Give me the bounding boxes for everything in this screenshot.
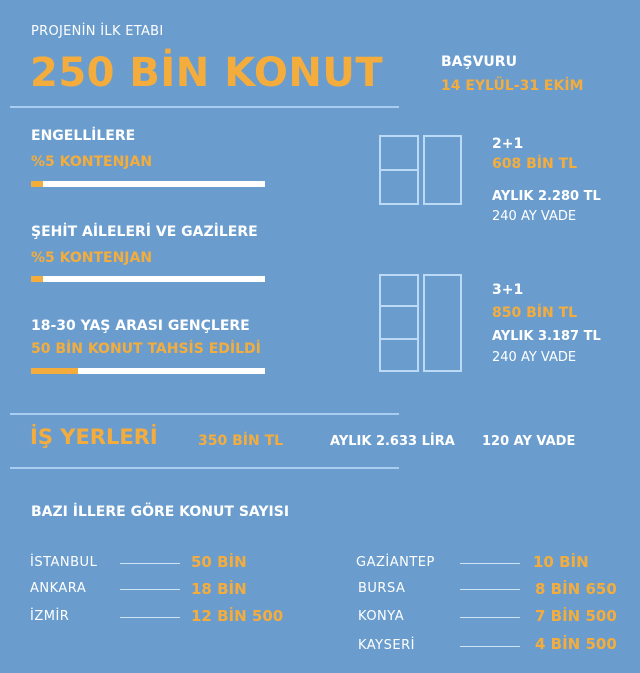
- application-dates: 14 EYLÜL-31 EKİM: [441, 78, 584, 94]
- city-name: BURSA: [358, 581, 406, 596]
- plan-price: 608 BİN TL: [492, 156, 578, 172]
- business-term: 120 AY VADE: [482, 434, 576, 449]
- quota-subtitle: 50 BİN KONUT TAHSİS EDİLDİ: [31, 341, 261, 357]
- divider-business-bottom: [10, 467, 399, 469]
- city-name: ANKARA: [30, 581, 87, 596]
- plan-type: 3+1: [492, 282, 524, 298]
- application-label: BAŞVURU: [441, 54, 517, 70]
- divider-top: [10, 106, 399, 108]
- business-monthly-payment: AYLIK 2.633 LİRA: [330, 434, 455, 449]
- city-value: 4 BİN 500: [535, 635, 617, 653]
- leader-line: [120, 563, 180, 564]
- city-name: KAYSERİ: [358, 638, 415, 653]
- quota-title: 18-30 YAŞ ARASI GENÇLERE: [31, 318, 250, 334]
- quota-progress-fill: [31, 368, 78, 374]
- city-value: 10 BİN: [533, 553, 589, 571]
- plan-term: 240 AY VADE: [492, 350, 577, 365]
- plan-monthly-payment: AYLIK 2.280 TL: [492, 189, 601, 204]
- headline-total-houses: 250 BİN KONUT: [30, 50, 384, 96]
- leader-line: [120, 589, 180, 590]
- city-name: İSTANBUL: [30, 555, 98, 570]
- city-name: GAZİANTEP: [356, 555, 435, 570]
- quota-title: ENGELLİLERE: [31, 128, 136, 144]
- leader-line: [460, 617, 520, 618]
- quota-progress-fill: [31, 181, 43, 187]
- plan-type: 2+1: [492, 136, 524, 152]
- cities-section-title: BAZI İLLERE GÖRE KONUT SAYISI: [31, 504, 290, 520]
- quota-progress-bar: [31, 368, 265, 374]
- quota-progress-fill: [31, 276, 43, 282]
- city-value: 8 BİN 650: [535, 580, 617, 598]
- city-name: İZMİR: [30, 609, 70, 624]
- quota-subtitle: %5 KONTENJAN: [31, 250, 153, 266]
- divider-business-top: [10, 413, 399, 415]
- project-phase-label: PROJENİN İLK ETABI: [31, 24, 164, 39]
- leader-line: [460, 589, 520, 590]
- quota-subtitle: %5 KONTENJAN: [31, 154, 153, 170]
- leader-line: [120, 617, 180, 618]
- plan-price: 850 BİN TL: [492, 305, 578, 321]
- quota-progress-bar: [31, 276, 265, 282]
- business-price: 350 BİN TL: [198, 433, 284, 449]
- quota-title: ŞEHİT AİLELERİ VE GAZİLERE: [31, 224, 258, 240]
- city-name: KONYA: [358, 609, 405, 624]
- plan-term: 240 AY VADE: [492, 209, 577, 224]
- city-value: 12 BİN 500: [191, 607, 284, 625]
- leader-line: [460, 646, 520, 647]
- leader-line: [460, 563, 520, 564]
- city-value: 7 BİN 500: [535, 607, 617, 625]
- plan-monthly-payment: AYLIK 3.187 TL: [492, 329, 601, 344]
- business-title: İŞ YERLERİ: [30, 425, 158, 449]
- quota-progress-bar: [31, 181, 265, 187]
- city-value: 18 BİN: [191, 580, 247, 598]
- city-value: 50 BİN: [191, 553, 247, 571]
